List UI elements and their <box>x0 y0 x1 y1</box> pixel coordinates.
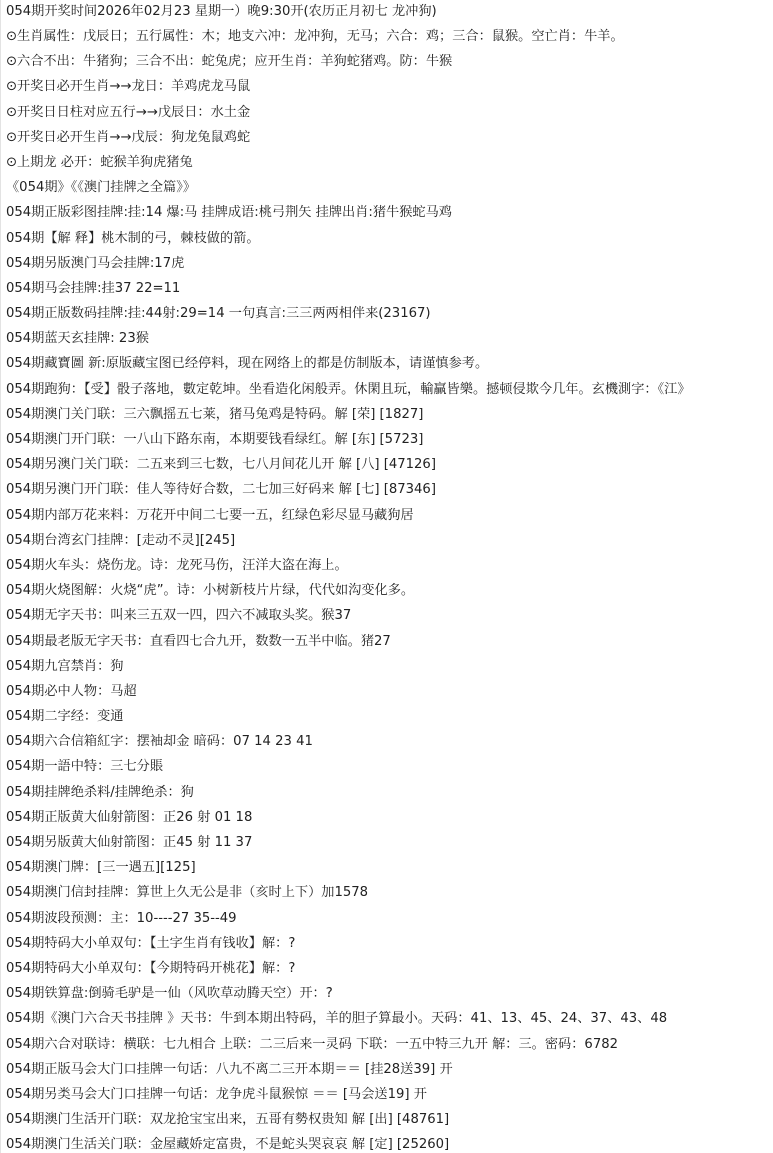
text-line: 054期开奖时间2026年02月23 星期一）晚9:30开(农历正月初七 龙冲狗) <box>6 4 437 19</box>
text-line: 054期澳门信封挂牌：算世上久无公是非（亥时上下）加1578 <box>6 885 369 901</box>
text-line: 054期内部万花来料：万花开中间二七要一五，红绿色彩尽显马藏狗居 <box>6 507 414 523</box>
text-line: 054期另澳门开门联：佳人等待好合数，二七加三好码来 解 [七] [87346] <box>6 482 436 498</box>
text-line: 054期蓝天玄挂牌: 23猴 <box>6 331 149 347</box>
text-line: 054期正版数码挂牌:挂:44射:29=14 一句真言:三三两两相伴来(23167) <box>6 306 431 322</box>
text-line: 054期六合信箱紅字：摆袖却金 暗码：07 14 23 41 <box>6 734 313 750</box>
text-line: ⊙上期龙 必开：蛇猴羊狗虎猪兔 <box>6 154 193 170</box>
text-line: 054期特码大小单双句：【土字生肖有钱收】解：? <box>6 935 296 951</box>
text-line: 054期澳门生活关门联：金屋藏娇定富贵，不是蛇头哭哀哀 解 [定] [25260] <box>6 1137 450 1153</box>
text-line: 054期《澳门六合天书挂牌 》天书：牛到本期出特码，羊的胆子算最小。天码：41、13、45、24、37、43、48 <box>6 1011 668 1027</box>
text-line: 054期铁算盘:倒骑毛驴是一仙（风吹草动腾天空）开：? <box>6 986 333 1002</box>
text-line: 054期澳门牌：[三一遇五][125] <box>6 860 196 876</box>
text-line: ⊙生肖属性：戊辰日；五行属性：木；地支六冲：龙冲狗，无马；六合：鸡；三合：鼠猴。空亡肖：牛羊。 <box>6 29 624 44</box>
text-line: 054期六合对联诗：横联：七九相合 上联：二三后来一灵码 下联：一五中特三九开 解：三。密码：6782 <box>6 1036 618 1052</box>
text-line: ⊙开奖日必开生肖→→戊辰：狗龙兔鼠鸡蛇 <box>6 129 251 145</box>
text-line: 054期正版彩图挂牌:挂:14 爆:马 挂牌成语:桃弓荆矢 挂牌出肖:猪牛猴蛇马鸡 <box>6 205 452 221</box>
text-line: 054期另类马会大门口挂牌一句话：龙争虎斗鼠猴惊 ＝＝ [马会送19] 开 <box>6 1086 427 1102</box>
text-line: 054期跑狗：【受】骰子落地，數定乾坤。坐看造化闲般弄。休閑且玩，輸贏皆樂。撼顿侵欺今几年。玄機測字：《江》 <box>6 381 691 397</box>
text-line: ⊙开奖日必开生肖→→龙日：羊鸡虎龙马鼠 <box>6 79 251 95</box>
text-line: 054期另版黄大仙射箭图：正45 射 11 37 <box>6 835 253 850</box>
text-line: 054期马会挂牌:挂37 22=11 <box>6 280 181 296</box>
text-line: ⊙开奖日日柱对应五行→→戊辰日：水土金 <box>6 104 251 120</box>
text-line: 054期无字天书：叫来三五双一四，四六不减取头奖。猴37 <box>6 608 352 624</box>
text-line: 054期另版澳门马会挂牌:17虎 <box>6 255 185 271</box>
text-line: 《054期》《《澳门挂牌之全篇》》 <box>6 180 196 196</box>
text-line: 054期挂牌绝杀料/挂牌绝杀：狗 <box>6 784 194 800</box>
text-line: 054期台湾玄门挂牌：[走动不灵][245] <box>6 532 236 548</box>
text-line: 054期藏寶圖 新:原版藏宝图已经停料，现在网络上的都是仿制版本，请谨慎参考。 <box>6 356 489 372</box>
text-line: 054期另澳门关门联：二五来到三七数，七八月间花儿开 解 [八] [47126] <box>6 457 436 473</box>
text-line: ⊙六合不出：牛猪狗；三合不出：蛇兔虎；应开生肖：羊狗蛇猪鸡。防：牛猴 <box>6 54 453 70</box>
text-line: 054期火车头：烧伤龙。诗：龙死马伤，汪洋大盗在海上。 <box>6 557 348 573</box>
text-line: 054期九宫禁肖：狗 <box>6 658 124 674</box>
text-line: 054期必中人物：马超 <box>6 683 137 699</box>
text-line: 054期正版黄大仙射箭图：正26 射 01 18 <box>6 809 253 825</box>
text-line: 054期波段预测：主：10----27 35--49 <box>6 910 237 926</box>
text-line: 054期二字经：变通 <box>6 709 124 725</box>
text-line: 054期最老版无字天书：直看四七合九开，数数一五半中临。猪27 <box>6 633 391 649</box>
text-line: 054期特码大小单双句：【今期特码开桃花】解：? <box>6 960 296 976</box>
text-line: 054期正版马会大门口挂牌一句话：八九不离二三开本期＝＝ [挂28送39] 开 <box>6 1061 453 1077</box>
text-line: 054期澳门开门联：一八山下路东南，本期要钱看绿红。解 [东] [5723] <box>6 432 424 447</box>
text-line: 054期【解 释】桃木制的弓，棘枝做的箭。 <box>6 230 260 246</box>
text-line: 054期一語中特：三七分賬 <box>6 759 164 775</box>
text-line: 054期澳门关门联：三六飘摇五七莱，猪马兔鸡是特码。解 [荣] [1827] <box>6 406 424 422</box>
text-line: 054期澳门生活开门联：双龙抢宝宝出来，五哥有勢权贵知 解 [出] [48761] <box>6 1112 450 1128</box>
text-line: 054期火烧图解：火烧“虎”。诗：小树新枝片片绿，代代如沟变化多。 <box>6 583 415 599</box>
